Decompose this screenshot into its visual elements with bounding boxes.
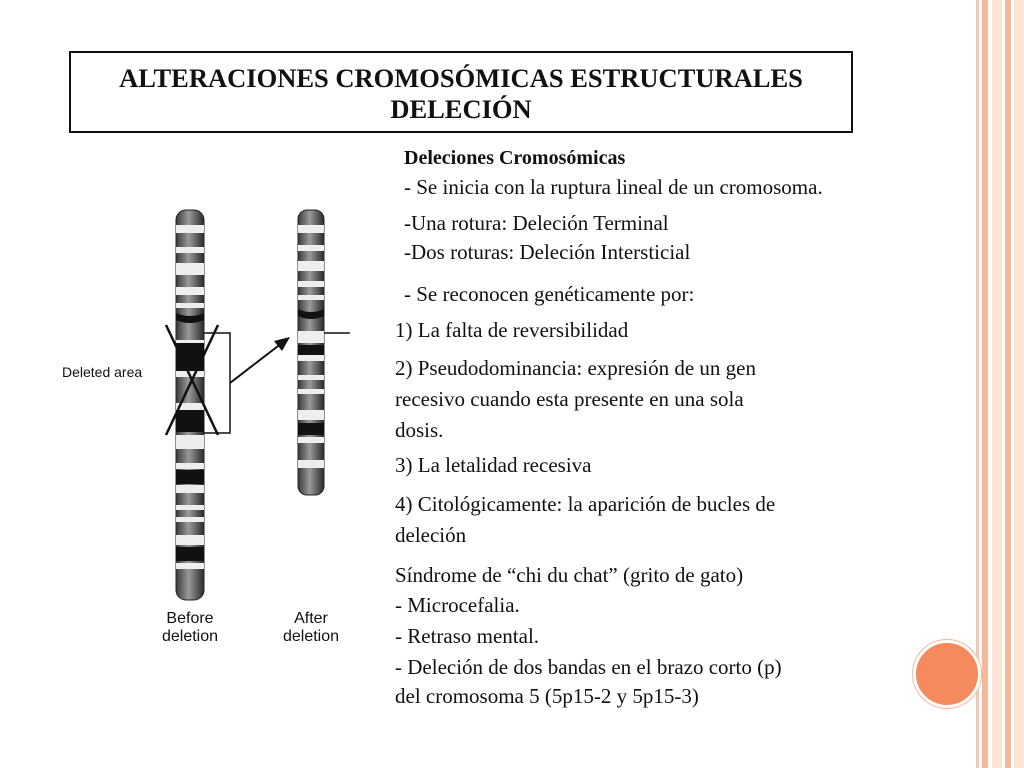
content-line: del cromosoma 5 (5p15-2 y 5p15-3): [395, 684, 699, 708]
content-line: 2) Pseudodominancia: expresión de un gen: [395, 356, 756, 380]
stripe: [982, 0, 988, 768]
decorative-circle: [913, 640, 981, 708]
content-heading: Deleciones Cromosómicas: [404, 147, 626, 169]
arrow-head: [274, 337, 290, 351]
before-label-line: Before: [166, 610, 214, 627]
after-label-line: deletion: [282, 628, 340, 645]
arrow-line: [230, 343, 282, 383]
content-line: - Se inicia con la ruptura lineal de un cromosoma.: [404, 175, 823, 199]
chromosome-after: [298, 210, 350, 495]
content-line: 4) Citológicamente: la aparición de bucles de: [395, 492, 776, 516]
content-line: - Deleción de dos bandas en el brazo corto (p): [395, 655, 782, 679]
content-line: deleción: [395, 523, 467, 547]
before-label-line: deletion: [161, 628, 219, 645]
content-line: Síndrome de “chi du chat” (grito de gato): [395, 563, 744, 587]
chromosome-before: [166, 210, 230, 600]
stripe: [976, 0, 979, 768]
title-line-2: DELECIÓN: [390, 94, 532, 124]
after-label-line: After: [294, 610, 328, 627]
deletion-figure: [60, 205, 360, 665]
content-line: 3) La letalidad recesiva: [395, 453, 592, 477]
content-line: - Retraso mental.: [395, 624, 540, 648]
content-line: 1) La falta de reversibilidad: [395, 318, 629, 342]
after-deletion-label: [272, 610, 350, 646]
chromosome-diagram: [60, 205, 360, 665]
content-line: - Microcefalia.: [395, 593, 520, 617]
content-line: dosis.: [395, 418, 444, 442]
decorative-stripes: [976, 0, 1024, 768]
title-line-1: ALTERACIONES CROMOSÓMICAS ESTRUCTURALES: [119, 63, 803, 93]
content-line: -Una rotura: Deleción Terminal: [404, 211, 669, 235]
content-line: - Se reconocen genéticamente por:: [404, 282, 695, 306]
content-line: -Dos roturas: Deleción Intersticial: [404, 240, 691, 264]
slide-title: [69, 51, 853, 133]
before-deletion-label: [150, 610, 230, 646]
stripe: [1014, 0, 1024, 768]
deleted-area-label: Deleted area: [62, 364, 143, 380]
content-line: recesivo cuando esta presente en una sola: [395, 387, 744, 411]
stripe: [1005, 0, 1011, 768]
stripe: [992, 0, 1002, 768]
